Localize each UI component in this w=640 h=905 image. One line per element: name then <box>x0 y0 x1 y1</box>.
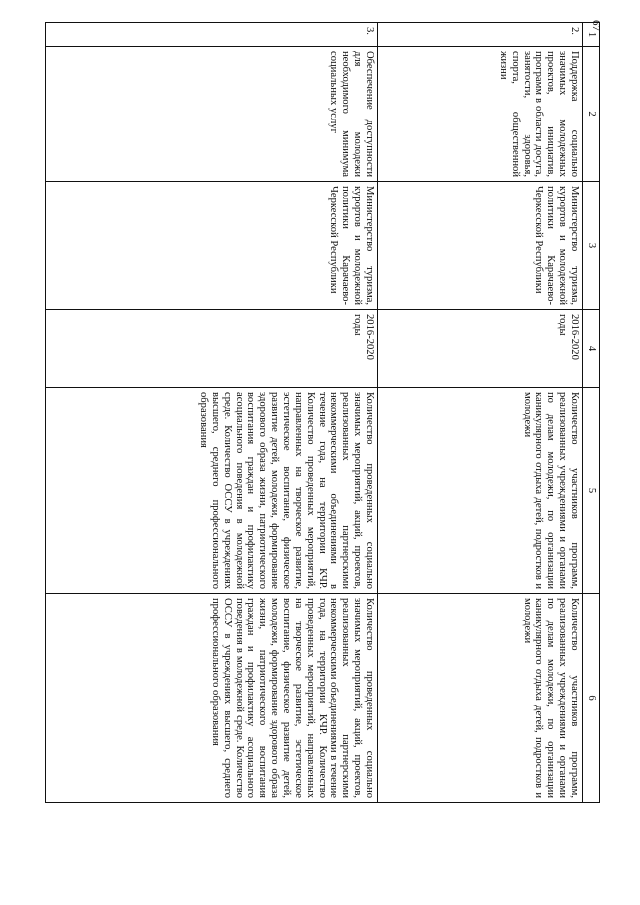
row-number: 2. <box>378 23 583 47</box>
header-row <box>583 23 600 803</box>
page-number: 67 <box>590 20 602 31</box>
indicator-cell-5: Количество проведенных социально значимых мероприятий, акций, проектов, реализованных партнерскими некоммерческими объединениями в течение года, на территории КЧР. Количество проведенных мероприятий, направленных на творческое развитие, эстетическое воспитание, физическое развитие детей, молодежи, формирование здорового образа жизни, патриотического воспитания граждан и профилактику асоциального поведения в молодежной среде. Количество ОССУ в учреждениях высшего, среднего профессионального образования <box>46 388 378 594</box>
rotated-table-wrapper <box>45 22 600 802</box>
header-col-2: 2 <box>583 47 600 182</box>
header-col-4: 4 <box>583 310 600 388</box>
header-col-1: 1 <box>583 23 600 47</box>
header-col-3: 3 <box>583 182 600 310</box>
row-number: 3. <box>46 23 378 47</box>
executor-cell: Министерство туризма, курортов и молодежной политики Карачаево-Черкесской Республики <box>378 182 583 310</box>
header-col-6: 6 <box>583 594 600 803</box>
executor-cell: Министерство туризма, курортов и молодежной политики Карачаево-Черкесской Республики <box>46 182 378 310</box>
period-cell: 2016-2020 годы <box>46 310 378 388</box>
table-row <box>378 23 583 803</box>
indicator-cell-6: Количество проведенных социально значимых мероприятий, акций, проектов, реализованных партнерскими некоммерческими объединениями в течение года, на территории КЧР. Количество проведенных мероприятий, направленных на творческое развитие, эстетическое воспитание, физическое развитие детей, молодежи, формирование здорового образа жизни, патриотического воспитания граждан и профилактику асоциального поведения в молодежной среде. Количество ОССУ в учреждениях высшего, среднего профессионального образования <box>46 594 378 803</box>
event-cell: Обеспечение доступности для молодежи необходимого минимума социальных услуг <box>46 47 378 182</box>
period-cell: 2016-2020 годы <box>378 310 583 388</box>
program-table <box>45 22 600 803</box>
table-row <box>46 23 378 803</box>
indicator-cell-5: Количество участников программ, реализованных учреждениями и органами по делам молодежи, по организации каникулярного отдыха детей, подростков и молодежи <box>378 388 583 594</box>
event-cell: Поддержка социально значимых молодежных проектов, инициатив, программ в области досуга, занятости, здоровья, спорта, общественной жизни <box>378 47 583 182</box>
header-col-5: 5 <box>583 388 600 594</box>
indicator-cell-6: Количество участников программ, реализованных учреждениями и органами по делам молодежи, по организации каникулярного отдыха детей, подростков и молодежи <box>378 594 583 803</box>
